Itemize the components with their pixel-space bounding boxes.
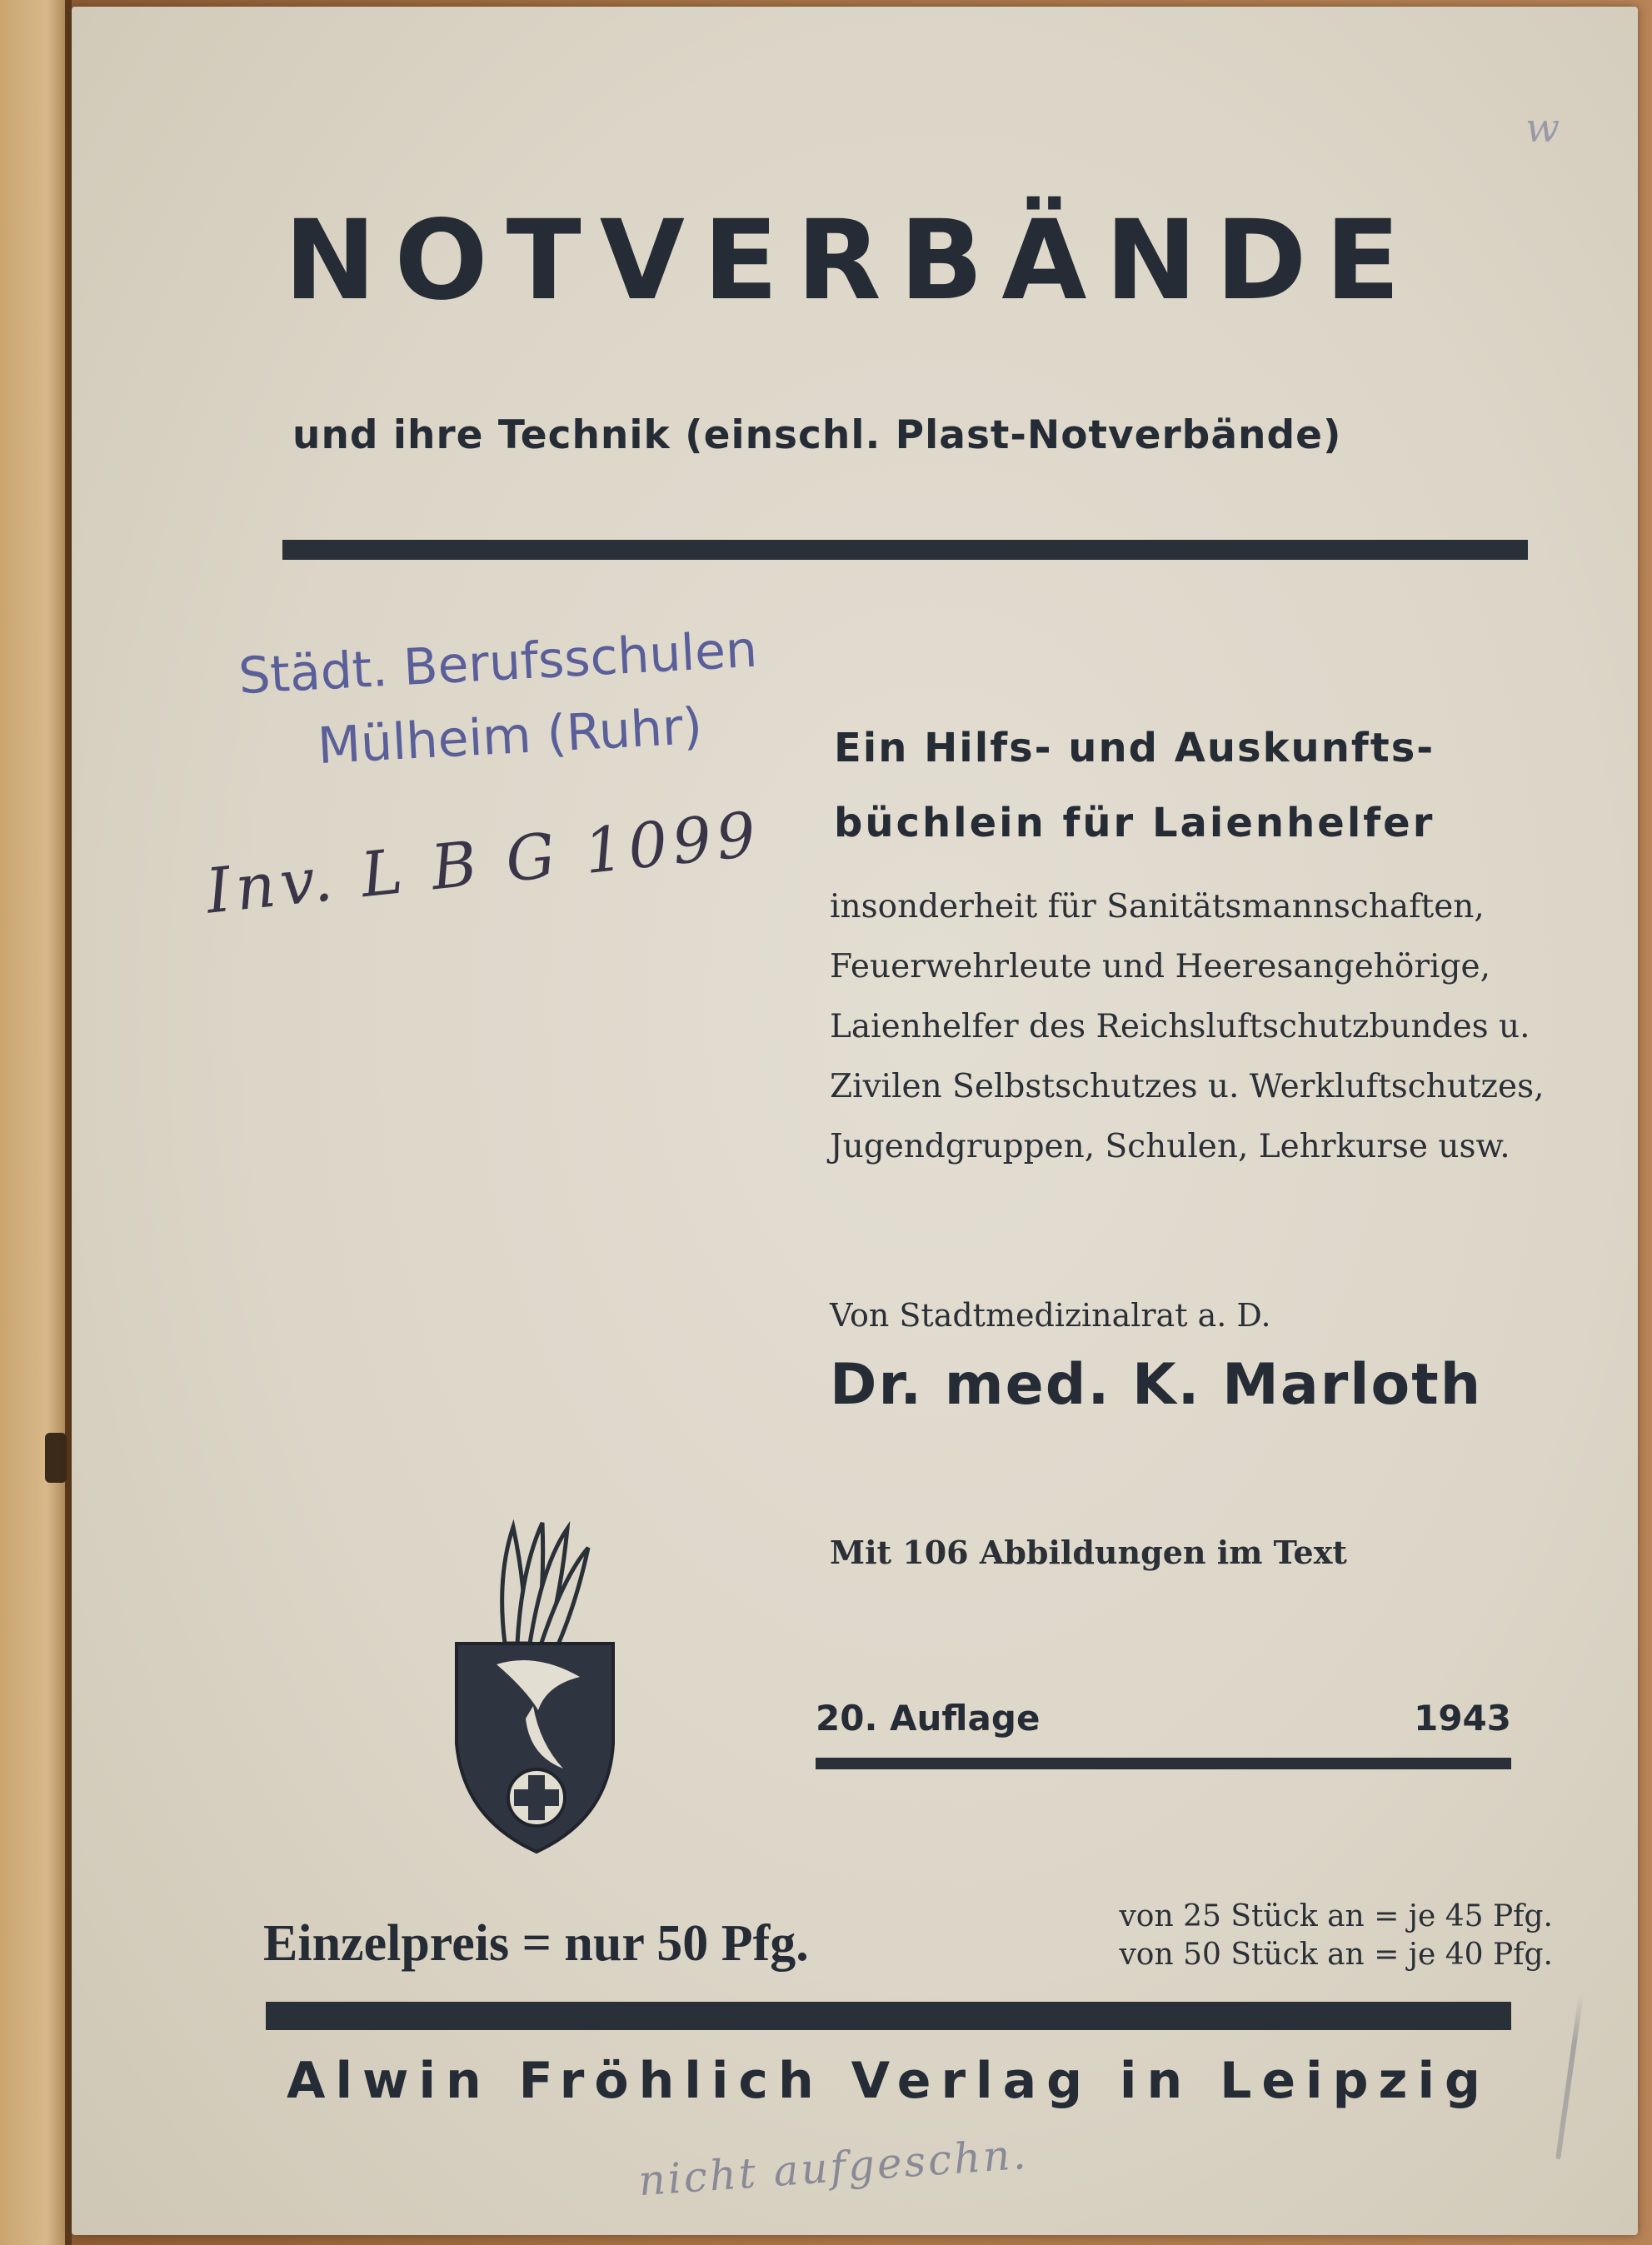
- pencil-stroke: [1555, 1994, 1584, 2160]
- library-stamp-line1: Städt. Berufsschulen: [237, 620, 759, 706]
- staple: [45, 1433, 67, 1483]
- cover-page: [72, 7, 1638, 2235]
- publisher-name: Alwin Fröhlich Verlag in Leipzig: [287, 2052, 1490, 2110]
- audience-line: insonderheit für Sanitätsmannschaften,: [830, 888, 1485, 925]
- bottom-rule: [266, 2002, 1511, 2030]
- audience-line: Feuerwehrleute und Heeresangehörige,: [830, 948, 1490, 985]
- author-name: Dr. med. K. Marloth: [830, 1352, 1483, 1418]
- binding-spine: [65, 0, 72, 2245]
- price-bulk-list: [953, 1898, 1553, 1974]
- edition-bar: [816, 1698, 1511, 1769]
- corner-pencil-mark: w: [1525, 105, 1560, 152]
- eagle-shield-red-cross-icon: [447, 1519, 626, 1856]
- edition-label: 20. Auflage: [816, 1698, 1041, 1739]
- library-stamp-line2: Mülheim (Ruhr): [316, 696, 704, 776]
- handwritten-inventory-number: Inv. L B G 1099: [202, 798, 765, 928]
- description-line1: Ein Hilfs- und Auskunfts-: [834, 725, 1435, 771]
- audience-line: Laienhelfer des Reichsluftschutzbundes u.: [830, 1008, 1530, 1045]
- previous-page-edge: [0, 0, 69, 2245]
- audience-line: Zivilen Selbstschutzes u. Werkluftschutzes,: [830, 1068, 1545, 1105]
- top-rule: [282, 540, 1528, 560]
- price-bulk-line: von 25 Stück an = je 45 Pfg.: [1119, 1899, 1553, 1933]
- pencil-note: nicht aufgeschn.: [636, 2129, 1030, 2206]
- price-single: Einzelpreis = nur 50 Pfg.: [263, 1915, 809, 1972]
- illustrations-note: Mit 106 Abbildungen im Text: [830, 1534, 1347, 1571]
- publication-year: 1943: [1414, 1698, 1511, 1739]
- book-subtitle: und ihre Technik (einschl. Plast-Notverbände): [292, 412, 1342, 458]
- author-byline: Von Stadtmedizinalrat a. D.: [830, 1297, 1271, 1334]
- price-bulk-line: von 50 Stück an = je 40 Pfg.: [1119, 1938, 1553, 1972]
- audience-line: Jugendgruppen, Schulen, Lehrkurse usw.: [830, 1128, 1510, 1165]
- book-title: NOTVERBÄNDE: [284, 197, 1419, 325]
- audience-list: [830, 877, 1546, 1177]
- description-line2: büchlein für Laienhelfer: [834, 800, 1435, 846]
